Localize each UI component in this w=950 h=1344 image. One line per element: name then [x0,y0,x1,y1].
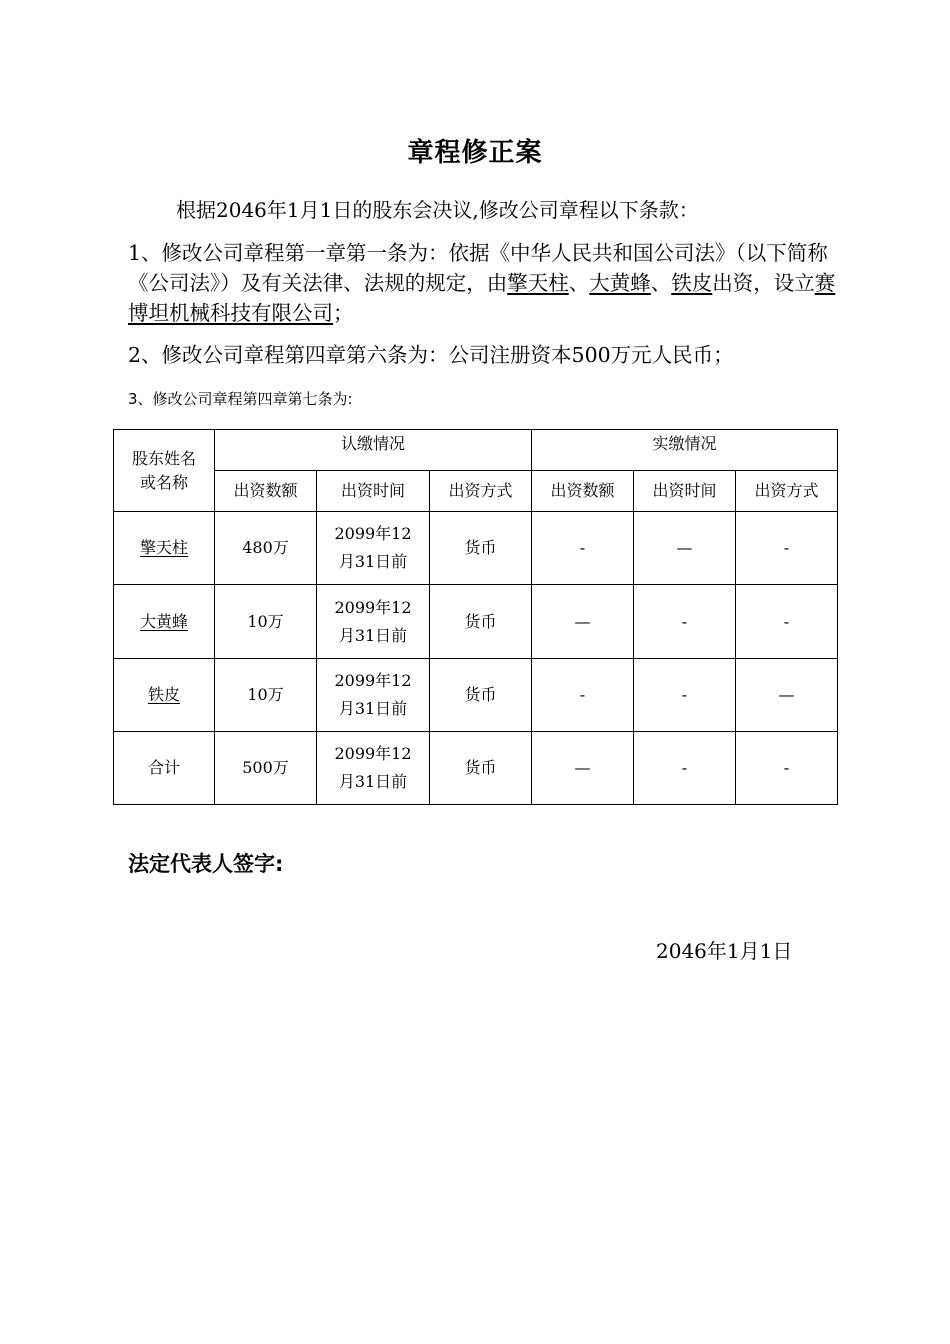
separator: 、 [650,271,672,295]
capital-contribution-table [113,429,838,805]
table-row [114,585,838,658]
subheader-cell: 出资时间 [317,471,430,512]
shareholder-name: 铁皮 [147,684,180,704]
clause-1-prefix: 1、修改公司章程第一章第一条为：依据《中华人民共和国公司法》（以下简称《公司法》）及有关法律、法规的规定，由 [128,241,828,295]
table-row [114,512,838,585]
subheader-cell: 出资数额 [215,471,317,512]
clause-1-suffix: ； [333,301,354,325]
paid-method-cell: — [736,658,838,731]
time-cell: 2099年12月31日前 [317,658,430,731]
header-subscribed: 认缴情况 [215,430,532,471]
time-cell: 2099年12月31日前 [317,512,430,585]
subheader-cell: 出资时间 [634,471,736,512]
paid-method-cell: - [736,585,838,658]
subheader-cell: 出资方式 [736,471,838,512]
method-cell: 货币 [430,585,532,658]
amount-cell: 10万 [215,658,317,731]
header-paid: 实缴情况 [532,430,838,471]
method-cell: 货币 [430,731,532,804]
paid-amount-cell: - [532,658,634,731]
shareholder-name-1: 擎天柱 [507,271,569,295]
table-row [114,658,838,731]
paid-time-cell: - [634,585,736,658]
shareholder-name-2: 大黄蜂 [589,271,651,295]
legal-representative-signature-label: 法定代表人签字: [128,852,284,876]
header-shareholder-name: 股东姓名或名称 [114,430,215,512]
amount-cell: 480万 [215,512,317,585]
clause-1-middle: 出资，设立 [712,271,815,295]
clause-2: 2、修改公司章程第四章第六条为：公司注册资本500万元人民币； [128,343,734,367]
method-cell: 货币 [430,658,532,731]
paid-amount-cell: - [532,512,634,585]
shareholder-cell [114,512,215,585]
shareholder-cell [114,658,215,731]
time-cell: 2099年12月31日前 [317,585,430,658]
paid-time-cell: — [634,512,736,585]
shareholder-name: 擎天柱 [139,538,188,558]
subheader-cell: 出资数额 [532,471,634,512]
clause-3: 3、修改公司章程第四章第七条为: [128,390,353,408]
amount-cell: 500万 [215,731,317,804]
method-cell: 货币 [430,512,532,585]
document-date: 2046年1月1日 [656,939,793,963]
time-cell: 2099年12月31日前 [317,731,430,804]
intro-paragraph: 根据2046年1月1日的股东会决议,修改公司章程以下条款： [176,198,699,222]
shareholder-cell [114,585,215,658]
clause-1 [128,238,840,328]
paid-amount-cell: — [532,585,634,658]
company-name: 赛博坦机械科技有限公司 [128,271,836,325]
total-label-cell: 合计 [114,731,215,804]
paid-time-cell: - [634,731,736,804]
paid-time-cell: - [634,658,736,731]
paid-amount-cell: — [532,731,634,804]
paid-method-cell: - [736,731,838,804]
paid-method-cell: - [736,512,838,585]
table-row-total [114,731,838,804]
shareholder-name-3: 铁皮 [671,271,713,295]
document-title: 章程修正案 [407,138,543,168]
subheader-cell: 出资方式 [430,471,532,512]
separator: 、 [568,271,590,295]
amount-cell: 10万 [215,585,317,658]
shareholder-name: 大黄蜂 [139,611,188,631]
